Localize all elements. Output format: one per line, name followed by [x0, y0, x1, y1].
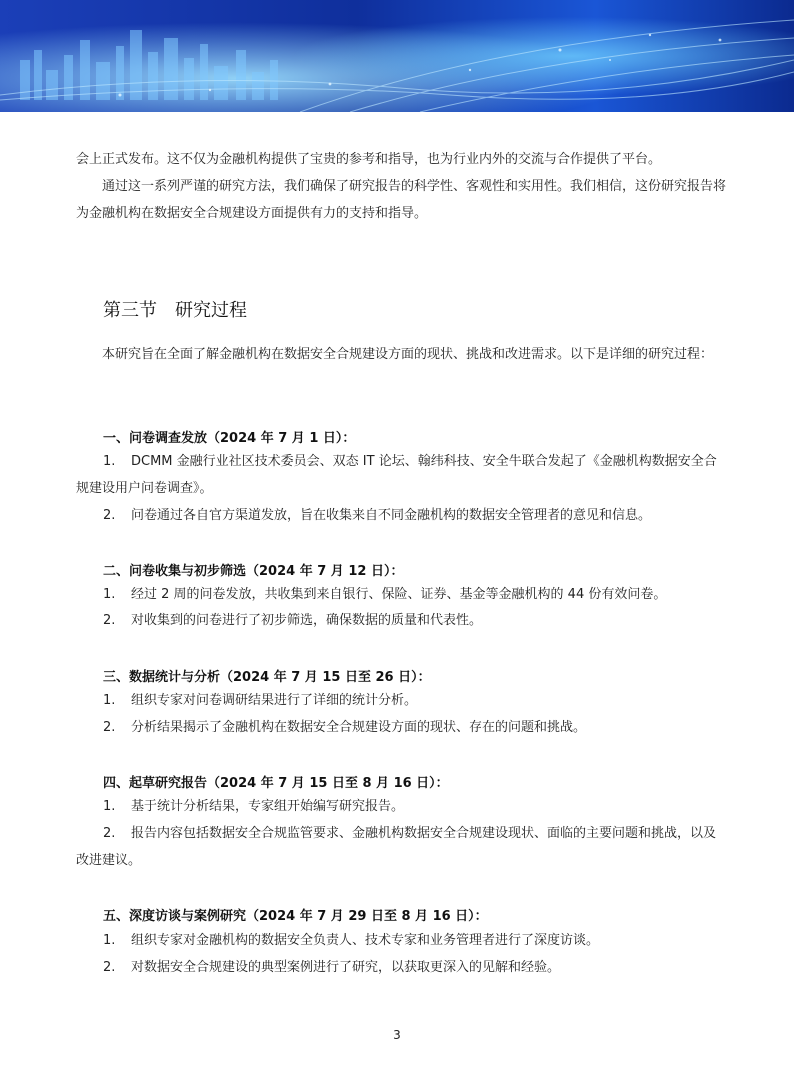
- list-item: [76, 581, 726, 608]
- item-number: 2.: [103, 508, 116, 523]
- step-title: 五、深度访谈与案例研究（2024 年 7 月 29 日至 8 月 16 日）：: [103, 909, 488, 924]
- item-number: 1.: [103, 799, 116, 814]
- list-item: [76, 927, 726, 954]
- city-skyline-banner-image: [0, 0, 794, 112]
- item-number: 1.: [103, 693, 116, 708]
- item-text: 分析结果揭示了金融机构在数据安全合规建设方面的现状、存在的问题和挑战。: [131, 720, 587, 735]
- item-number: 2.: [103, 826, 116, 841]
- section-lead: 本研究旨在全面了解金融机构在数据安全合规建设方面的现状、挑战和改进需求。以下是详细的研究过程：: [102, 347, 714, 362]
- section-title: 第三节 研究过程: [103, 300, 247, 321]
- item-text: DCMM 金融行业社区技术委员会、双态 IT 论坛、翰纬科技、安全牛联合发起了《金融机构数据安全合规建设用户问卷调查》。: [76, 454, 717, 496]
- list-item: [76, 607, 726, 634]
- list-item: [76, 793, 726, 820]
- item-number: 2.: [103, 960, 116, 975]
- item-number: 1.: [103, 933, 116, 948]
- item-text: 基于统计分析结果，专家组开始编写研究报告。: [131, 799, 405, 814]
- item-text: 报告内容包括数据安全合规监管要求、金融机构数据安全合规建设现状、面临的主要问题和挑战，以及改进建议。: [76, 826, 717, 868]
- list-item: [76, 820, 726, 874]
- step-title: 二、问卷收集与初步筛选（2024 年 7 月 12 日）：: [103, 564, 404, 579]
- item-text: 对收集到的问卷进行了初步筛选，确保数据的质量和代表性。: [131, 613, 483, 628]
- list-item: [76, 502, 726, 529]
- item-text: 问卷通过各自官方渠道发放，旨在收集来自不同金融机构的数据安全管理者的意见和信息。: [131, 508, 652, 523]
- item-number: 2.: [103, 720, 116, 735]
- list-item: [76, 954, 726, 981]
- list-item: [76, 687, 726, 714]
- step-title: 四、起草研究报告（2024 年 7 月 15 日至 8 月 16 日）：: [103, 776, 449, 791]
- item-number: 2.: [103, 613, 116, 628]
- item-number: 1.: [103, 454, 116, 469]
- item-text: 组织专家对问卷调研结果进行了详细的统计分析。: [131, 693, 418, 708]
- item-number: 1.: [103, 587, 116, 602]
- list-item: [76, 448, 726, 502]
- header-banner: [0, 0, 794, 112]
- item-text: 经过 2 周的问卷发放，共收集到来自银行、保险、证券、基金等金融机构的 44 份有效问卷。: [131, 587, 667, 602]
- intro-paragraph: 通过这一系列严谨的研究方法，我们确保了研究报告的科学性、客观性和实用性。我们相信，这份研究报告将为金融机构在数据安全合规建设方面提供有力的支持和指导。: [76, 179, 727, 221]
- step-title: 一、问卷调查发放（2024 年 7 月 1 日）：: [103, 431, 356, 446]
- page-number: 3: [393, 1028, 401, 1042]
- item-text: 组织专家对金融机构的数据安全负责人、技术专家和业务管理者进行了深度访谈。: [131, 933, 600, 948]
- intro-continued-line: 会上正式发布。这不仅为金融机构提供了宝贵的参考和指导，也为行业内外的交流与合作提供了平台。: [76, 152, 662, 167]
- step-title: 三、数据统计与分析（2024 年 7 月 15 日至 26 日）：: [103, 670, 431, 685]
- item-text: 对数据安全合规建设的典型案例进行了研究，以获取更深入的见解和经验。: [131, 960, 561, 975]
- list-item: [76, 714, 726, 741]
